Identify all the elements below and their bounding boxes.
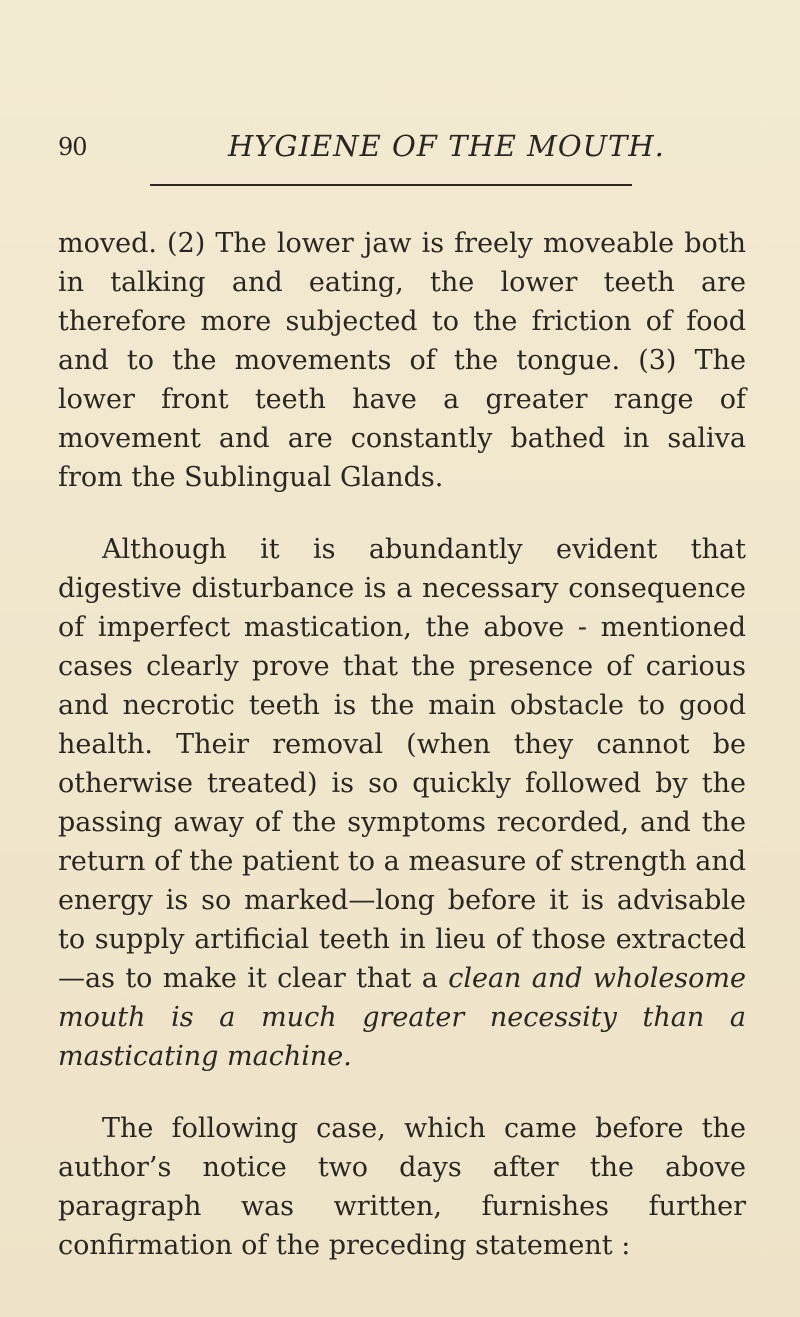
body-text [58,224,746,1265]
paragraph-1: moved. (2) The lower jaw is freely moveable both in talking and eating, the lower teeth are therefore more subjected to the friction of food and to the movements of the tongue. (3) The lower front teeth have a greater range of movement and are constantly bathed in saliva from the Sublingual Glands. [58,228,746,493]
paragraph-2-emphasis: clean and wholesome mouth is a much greater necessity than a masticating machine. [58,963,746,1072]
paragraph-2 [58,530,746,1076]
paragraph-2-text: Although it is abundantly evident that digestive disturbance is a necessary consequence of imperfect mastication, the above - mentioned cases clearly prove that the presence of carious and necrotic teeth is the main obstacle to good health. Their removal (when they cannot be otherwise treated) is so quickly followed by the passing away of the symptoms recorded, and the return of the patient to a measure of strength and energy is so marked—long before it is advisable to supply artificial teeth in lieu of those extracted—as to make it clear that a [58,534,746,994]
running-title: HYGIENE OF THE MOUTH. [228,129,665,163]
header-rule [150,184,632,186]
page-number: 90 [58,133,87,161]
running-head [58,129,758,173]
paragraph-3: The following case, which came before the author’s notice two days after the above paragraph was written, furnishes further confirmation of the preceding statement : [58,1113,746,1261]
